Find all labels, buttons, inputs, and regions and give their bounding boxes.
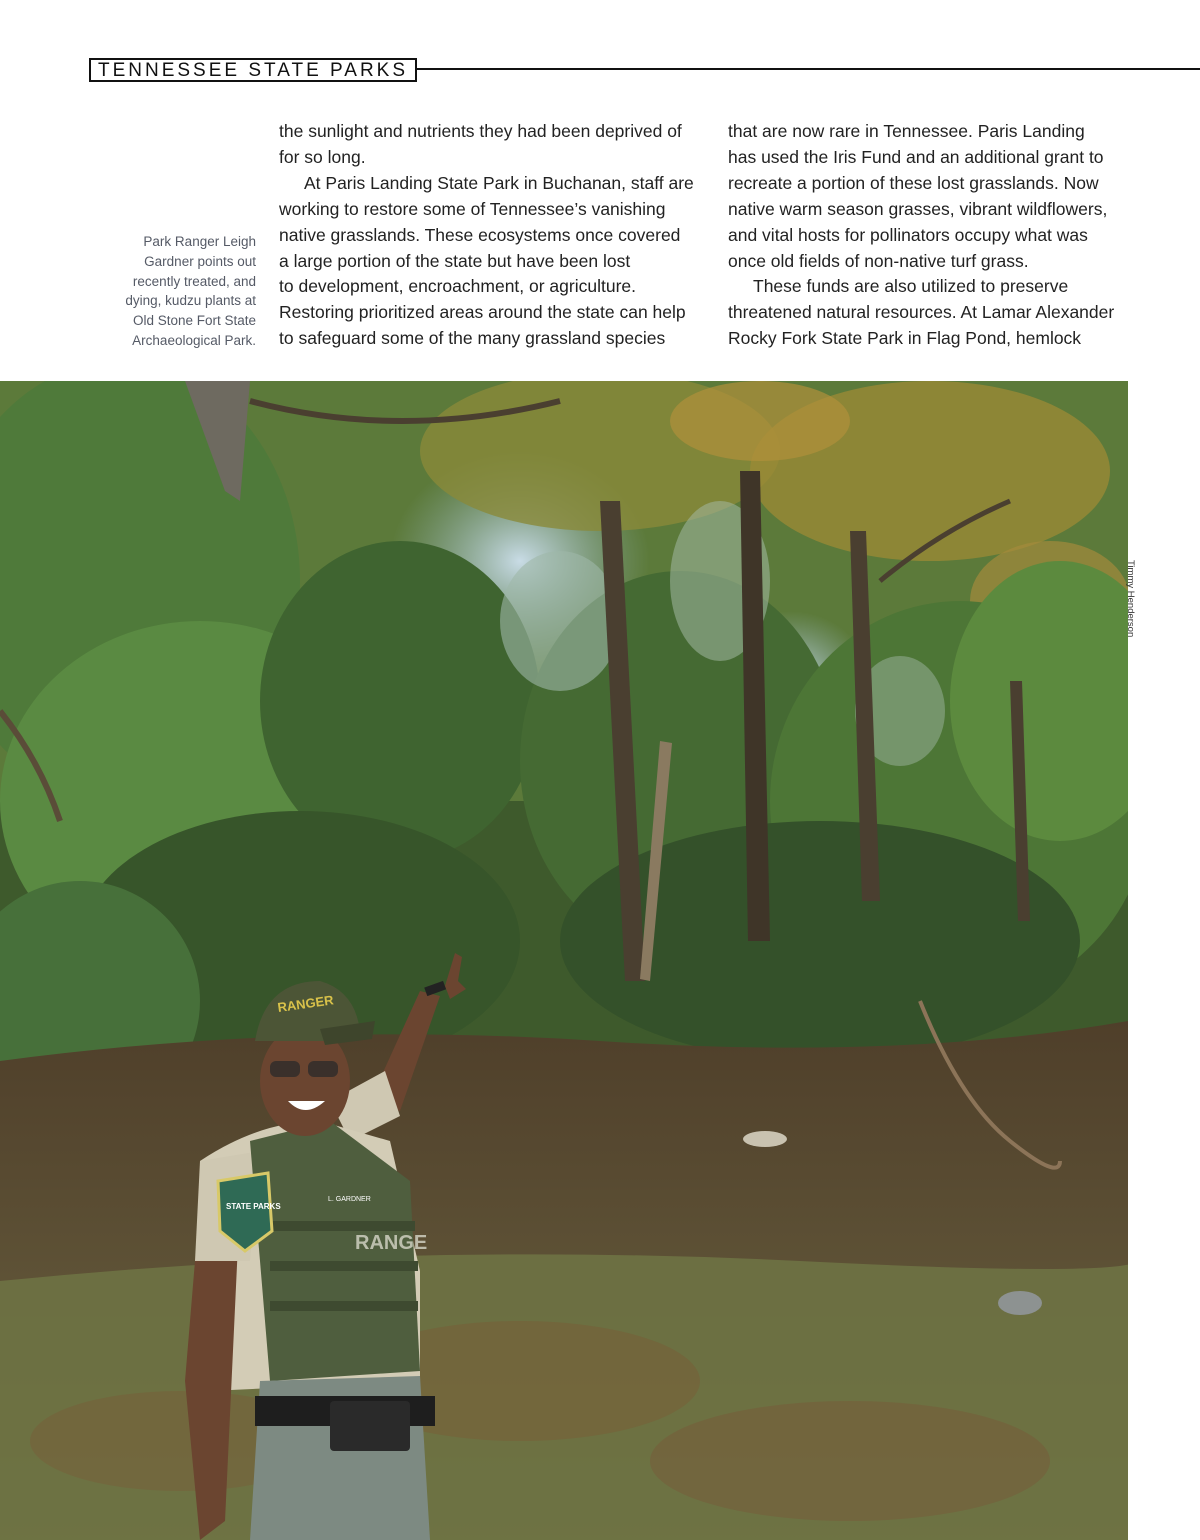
- caption-line: Archaeological Park.: [132, 332, 256, 348]
- litter-debris: [743, 1131, 787, 1147]
- text-line: to safeguard some of the many grassland species: [279, 328, 666, 349]
- text-line: for so long.: [279, 146, 366, 167]
- caption-line: Old Stone Fort State: [132, 313, 256, 329]
- sunglasses: [308, 1061, 338, 1077]
- vest-strap: [270, 1301, 418, 1311]
- text-line: threatened natural resources. At Lamar Alexander: [728, 302, 1115, 323]
- text-line: native warm season grasses, vibrant wildflowers,: [728, 198, 1108, 219]
- header-rule: [417, 68, 1200, 70]
- litter-debris: [998, 1291, 1042, 1315]
- section-label: TENNESSEE STATE PARKS: [89, 58, 417, 82]
- text-line: that are now rare in Tennessee. Paris Landing: [728, 121, 1085, 141]
- patch-text: STATE PARKS: [226, 1202, 281, 1211]
- ranger-kudzu-photo: [0, 381, 1128, 1540]
- text-line: native grasslands. These ecosystems once covered: [279, 224, 681, 245]
- vest-text: RANGE: [355, 1232, 428, 1254]
- text-line: to development, encroachment, or agriculture.: [279, 276, 636, 297]
- cap-text: RANGER: [276, 992, 335, 1016]
- text-line: recreate a portion of these lost grasslands. Now: [728, 172, 1099, 193]
- text-line: Rocky Fork State Park in Flag Pond, hemlock: [728, 328, 1082, 349]
- sunglasses: [270, 1061, 300, 1077]
- caption-line: recently treated, and: [132, 273, 256, 289]
- caption-line: Park Ranger Leigh: [143, 234, 256, 249]
- text-line: has used the Iris Fund and an additional grant to: [728, 146, 1104, 167]
- caption-line: Gardner points out: [144, 253, 256, 269]
- article-column-1: [279, 119, 694, 352]
- belt-pouch: [330, 1401, 410, 1451]
- text-line: once old fields of non-native turf grass.: [728, 250, 1029, 271]
- fallen-leaves: [650, 1401, 1050, 1521]
- paragraph-start-line: These funds are also utilized to preserve: [753, 276, 1069, 297]
- vest-strap: [270, 1221, 415, 1231]
- caption-line: dying, kudzu plants at: [125, 293, 256, 309]
- text-line: working to restore some of Tennessee’s vanishing: [279, 198, 666, 219]
- kudzu-patch: [500, 551, 620, 691]
- text-line: the sunlight and nutrients they had been deprived of: [279, 121, 682, 141]
- vest-strap: [270, 1261, 418, 1271]
- article-column-2: [728, 119, 1114, 352]
- text-line: Restoring prioritized areas around the state can help: [279, 302, 686, 323]
- text-line: a large portion of the state but have been lost: [279, 250, 631, 271]
- text-line: and vital hosts for pollinators occupy what was: [728, 224, 1088, 245]
- paragraph-start-line: At Paris Landing State Park in Buchanan, staff are: [304, 172, 694, 193]
- photo-credit: Timmy Henderson: [1125, 560, 1136, 638]
- photo-caption: [110, 232, 256, 351]
- name-tag: L. GARDNER: [328, 1196, 371, 1203]
- autumn-leaves: [670, 381, 850, 461]
